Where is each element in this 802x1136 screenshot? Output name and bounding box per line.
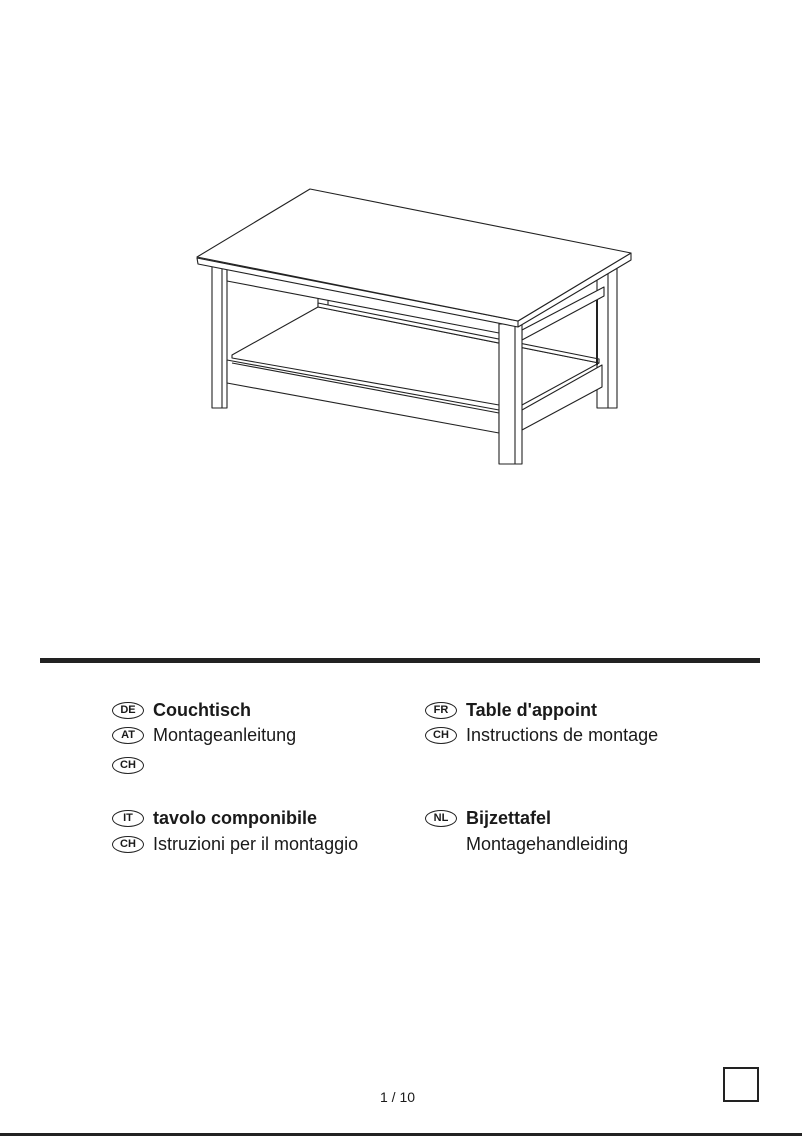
lang-entry-de — [112, 699, 251, 721]
title-nl: Bijzettafel — [466, 807, 552, 828]
lang-entry-de-sub — [112, 724, 296, 746]
badge-ch: CH — [112, 757, 144, 774]
front-right-leg — [499, 324, 522, 464]
title-it: tavolo componibile — [153, 807, 318, 828]
subtitle-fr: Instructions de montage — [466, 724, 659, 745]
title-de: Couchtisch — [153, 699, 252, 720]
lang-entry-it — [112, 807, 317, 829]
subtitle-de: Montageanleitung — [153, 724, 297, 745]
badge-it: IT — [112, 810, 144, 827]
empty-square-box — [723, 1067, 759, 1102]
badge-fr: FR — [425, 702, 457, 719]
badge-ch: CH — [425, 727, 457, 744]
page-indicator: 1 / 10 — [380, 1089, 416, 1105]
badge-nl: NL — [425, 810, 457, 827]
lang-entry-fr-sub — [425, 724, 658, 746]
badge-de: DE — [112, 702, 144, 719]
lang-entry-it-sub — [112, 833, 358, 855]
lang-entry-nl-sub — [466, 833, 628, 855]
subtitle-nl: Montagehandleiding — [466, 833, 629, 854]
lang-entry-nl — [425, 807, 551, 829]
lang-entry-de-ch — [112, 754, 153, 776]
coffee-table-illustration — [0, 0, 802, 520]
title-fr: Table d'appoint — [466, 699, 597, 720]
subtitle-it: Istruzioni per il montaggio — [153, 833, 359, 854]
badge-ch: CH — [112, 836, 144, 853]
front-left-leg — [212, 262, 227, 408]
section-divider — [40, 658, 760, 663]
badge-at: AT — [112, 727, 144, 744]
lang-entry-fr — [425, 699, 597, 721]
